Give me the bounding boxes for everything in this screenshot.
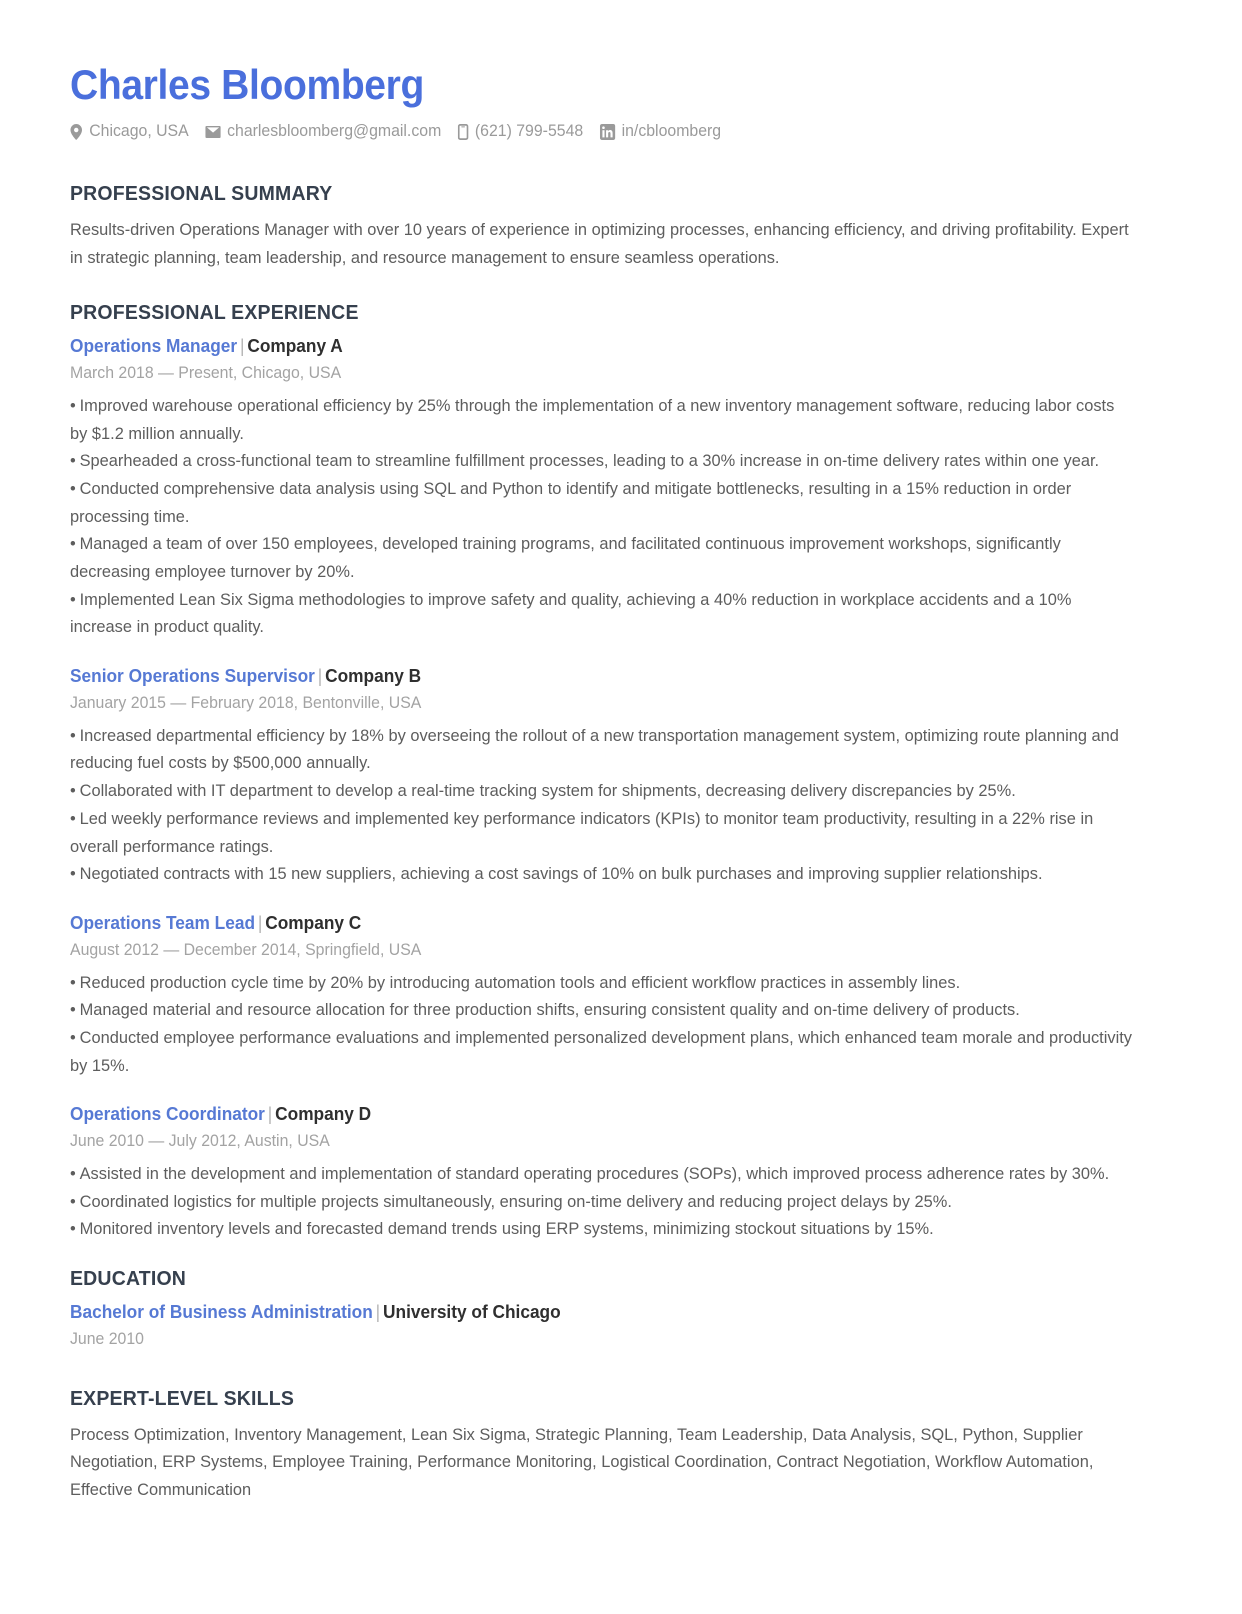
bullet-dot-icon: • bbox=[70, 781, 76, 801]
job-separator: | bbox=[257, 913, 263, 933]
contact-email[interactable] bbox=[205, 123, 441, 140]
bullet-dot-icon: • bbox=[70, 1028, 76, 1047]
contact-location-text: Chicago, USA bbox=[89, 122, 189, 141]
contact-phone-text: (621) 799-5548 bbox=[474, 122, 584, 141]
bullet-dot-icon: • bbox=[70, 972, 76, 992]
job-title: Operations Manager bbox=[70, 336, 238, 357]
bullet-dot-icon: • bbox=[70, 1191, 76, 1211]
resume-header bbox=[70, 62, 1172, 140]
bullet-text: Coordinated logistics for multiple projects simultaneously, ensuring on-time delivery and reducing project delays by 25%. bbox=[79, 1191, 952, 1211]
section-professional-summary bbox=[70, 182, 1172, 271]
bullet-text: Increased departmental efficiency by 18% by overseeing the rollout of a new transportation management system, optimizing route planning and reducing fuel costs by $500,000 annually. bbox=[70, 725, 1119, 773]
bullet-text: Spearheaded a cross-functional team to streamline fulfillment processes, leading to a 30% increase in on-time delivery rates within one year. bbox=[79, 451, 1100, 471]
education-separator: | bbox=[375, 1302, 381, 1323]
location-pin-icon bbox=[70, 124, 82, 140]
job-title: Senior Operations Supervisor bbox=[70, 666, 315, 687]
job-bullet bbox=[70, 969, 1133, 997]
contact-location bbox=[70, 123, 189, 140]
education-entry-heading bbox=[70, 1301, 1128, 1324]
job-bullet bbox=[70, 1188, 1133, 1216]
job-bullet bbox=[70, 447, 1133, 475]
summary-paragraph: Results-driven Operations Manager with over 10 years of experience in optimizing processes, enhancing efficiency, and driving profitability. Expert in strategic planning, team leadership, and resource management to ensure seamless operations. bbox=[70, 219, 1129, 267]
job-separator: | bbox=[317, 666, 323, 687]
job-bullet bbox=[70, 1215, 1133, 1243]
job-bullet bbox=[70, 860, 1133, 888]
bullet-dot-icon: • bbox=[70, 1000, 76, 1020]
bullet-dot-icon: • bbox=[70, 534, 76, 554]
job-company: Company D bbox=[275, 1104, 372, 1125]
bullet-dot-icon: • bbox=[70, 478, 76, 498]
bullet-text: Monitored inventory levels and forecasted demand trends using ERP systems, minimizing stockout situations by 15%. bbox=[79, 1219, 934, 1239]
job-bullet bbox=[70, 475, 1133, 530]
job-bullet bbox=[70, 392, 1133, 447]
experience-entry-heading bbox=[70, 912, 1128, 935]
bullet-dot-icon: • bbox=[70, 589, 76, 609]
education-list bbox=[70, 1301, 1172, 1351]
bullet-text: Reduced production cycle time by 20% by introducing automation tools and efficient workflow practices in assembly lines. bbox=[79, 972, 961, 992]
job-date-location: March 2018 — Present, Chicago, USA bbox=[70, 363, 342, 382]
bullet-text: Collaborated with IT department to develop a real-time tracking system for shipments, decreasing delivery discrepancies by 25%. bbox=[79, 781, 1016, 801]
bullet-dot-icon: • bbox=[70, 1219, 76, 1239]
section-title-experience: PROFESSIONAL EXPERIENCE bbox=[70, 301, 359, 325]
phone-icon bbox=[458, 124, 469, 140]
job-bullet bbox=[70, 777, 1133, 805]
bullet-dot-icon: • bbox=[70, 395, 76, 415]
bullet-text: Managed a team of over 150 employees, developed training programs, and facilitated continuous improvement workshops, significantly decreasing employee turnover by 20%. bbox=[70, 534, 1061, 582]
experience-entry bbox=[70, 1103, 1172, 1243]
job-date-location: June 2010 — July 2012, Austin, USA bbox=[70, 1131, 330, 1150]
education-degree: Bachelor of Business Administration bbox=[70, 1302, 373, 1323]
job-bullet bbox=[70, 1160, 1133, 1188]
bullet-text: Implemented Lean Six Sigma methodologies to improve safety and quality, achieving a 40% reduction in workplace accidents and a 10% increase in product quality. bbox=[70, 589, 1072, 637]
job-bullet-list bbox=[70, 392, 1172, 641]
job-bullet bbox=[70, 805, 1133, 860]
bullet-text: Led weekly performance reviews and implemented key performance indicators (KPIs) to monitor team productivity, resulting in a 22% rise in overall performance ratings. bbox=[70, 808, 1094, 856]
job-title: Operations Team Lead bbox=[70, 913, 256, 933]
education-date: June 2010 bbox=[70, 1329, 144, 1348]
bullet-text: Conducted employee performance evaluations and implemented personalized development plans, which enhanced team morale and productivity by 15%. bbox=[70, 1028, 1132, 1075]
job-bullet-list bbox=[70, 1160, 1172, 1243]
education-school: University of Chicago bbox=[383, 1302, 561, 1323]
experience-entry-heading bbox=[70, 335, 1128, 358]
experience-entry bbox=[70, 912, 1172, 1079]
job-bullet-list bbox=[70, 722, 1172, 888]
job-title: Operations Coordinator bbox=[70, 1104, 265, 1125]
job-bullet-list bbox=[70, 969, 1172, 1080]
job-bullet bbox=[70, 530, 1133, 585]
job-bullet bbox=[70, 1024, 1133, 1079]
candidate-name: Charles Bloomberg bbox=[70, 61, 424, 108]
bullet-dot-icon: • bbox=[70, 725, 76, 745]
job-separator: | bbox=[239, 336, 245, 357]
experience-entry-heading bbox=[70, 1103, 1128, 1126]
contact-phone[interactable] bbox=[458, 123, 584, 140]
bullet-dot-icon: • bbox=[70, 808, 76, 828]
bullet-dot-icon: • bbox=[70, 864, 76, 884]
job-company: Company B bbox=[325, 666, 422, 687]
job-company: Company A bbox=[247, 336, 343, 357]
linkedin-icon bbox=[600, 124, 615, 140]
experience-list bbox=[70, 335, 1172, 1243]
bullet-text: Negotiated contracts with 15 new suppliers, achieving a cost savings of 10% on bulk purchases and improving supplier relationships. bbox=[79, 864, 1043, 884]
section-education bbox=[70, 1267, 1172, 1351]
job-date-location: August 2012 — December 2014, Springfield, USA bbox=[70, 940, 422, 959]
skills-paragraph: Process Optimization, Inventory Management, Lean Six Sigma, Strategic Planning, Team Leadership, Data Analysis, SQL, Python, Supplier Negotiation, ERP Systems, Employee Training, Performance Monitoring, Logistical Coordination, Contract Negotiation, Workflow Automation, Effective Communication bbox=[70, 1424, 1094, 1500]
job-separator: | bbox=[267, 1104, 273, 1125]
section-professional-experience bbox=[70, 301, 1172, 1243]
contact-email-text: charlesbloomberg@gmail.com bbox=[227, 122, 442, 141]
bullet-dot-icon: • bbox=[70, 451, 76, 471]
bullet-dot-icon: • bbox=[70, 1164, 76, 1183]
section-title-summary: PROFESSIONAL SUMMARY bbox=[70, 181, 333, 205]
contact-line bbox=[70, 123, 1128, 140]
envelope-icon bbox=[205, 126, 220, 138]
education-entry bbox=[70, 1301, 1172, 1351]
job-bullet bbox=[70, 586, 1133, 641]
experience-entry bbox=[70, 335, 1172, 641]
bullet-text: Improved warehouse operational efficiency by 25% through the implementation of a new inventory management software, reducing labor costs by $1.2 million annually. bbox=[70, 395, 1115, 443]
experience-entry-heading bbox=[70, 665, 1128, 688]
job-company: Company C bbox=[265, 913, 362, 933]
job-bullet bbox=[70, 722, 1133, 777]
bullet-text: Assisted in the development and implementation of standard operating procedures (SOPs), which improved process adherence rates by 30%. bbox=[79, 1164, 1110, 1183]
section-skills bbox=[70, 1387, 1172, 1504]
bullet-text: Managed material and resource allocation for three production shifts, ensuring consistent quality and on-time delivery of products. bbox=[79, 1000, 1020, 1020]
section-title-education: EDUCATION bbox=[70, 1267, 187, 1291]
job-bullet bbox=[70, 996, 1133, 1024]
contact-linkedin-text: in/cbloomberg bbox=[621, 122, 722, 141]
job-date-location: January 2015 — February 2018, Bentonville, USA bbox=[70, 693, 422, 712]
contact-linkedin[interactable] bbox=[600, 123, 722, 140]
section-title-skills: EXPERT-LEVEL SKILLS bbox=[70, 1386, 295, 1410]
experience-entry bbox=[70, 665, 1172, 888]
bullet-text: Conducted comprehensive data analysis using SQL and Python to identify and mitigate bottlenecks, resulting in a 15% reduction in order processing time. bbox=[70, 478, 1072, 526]
